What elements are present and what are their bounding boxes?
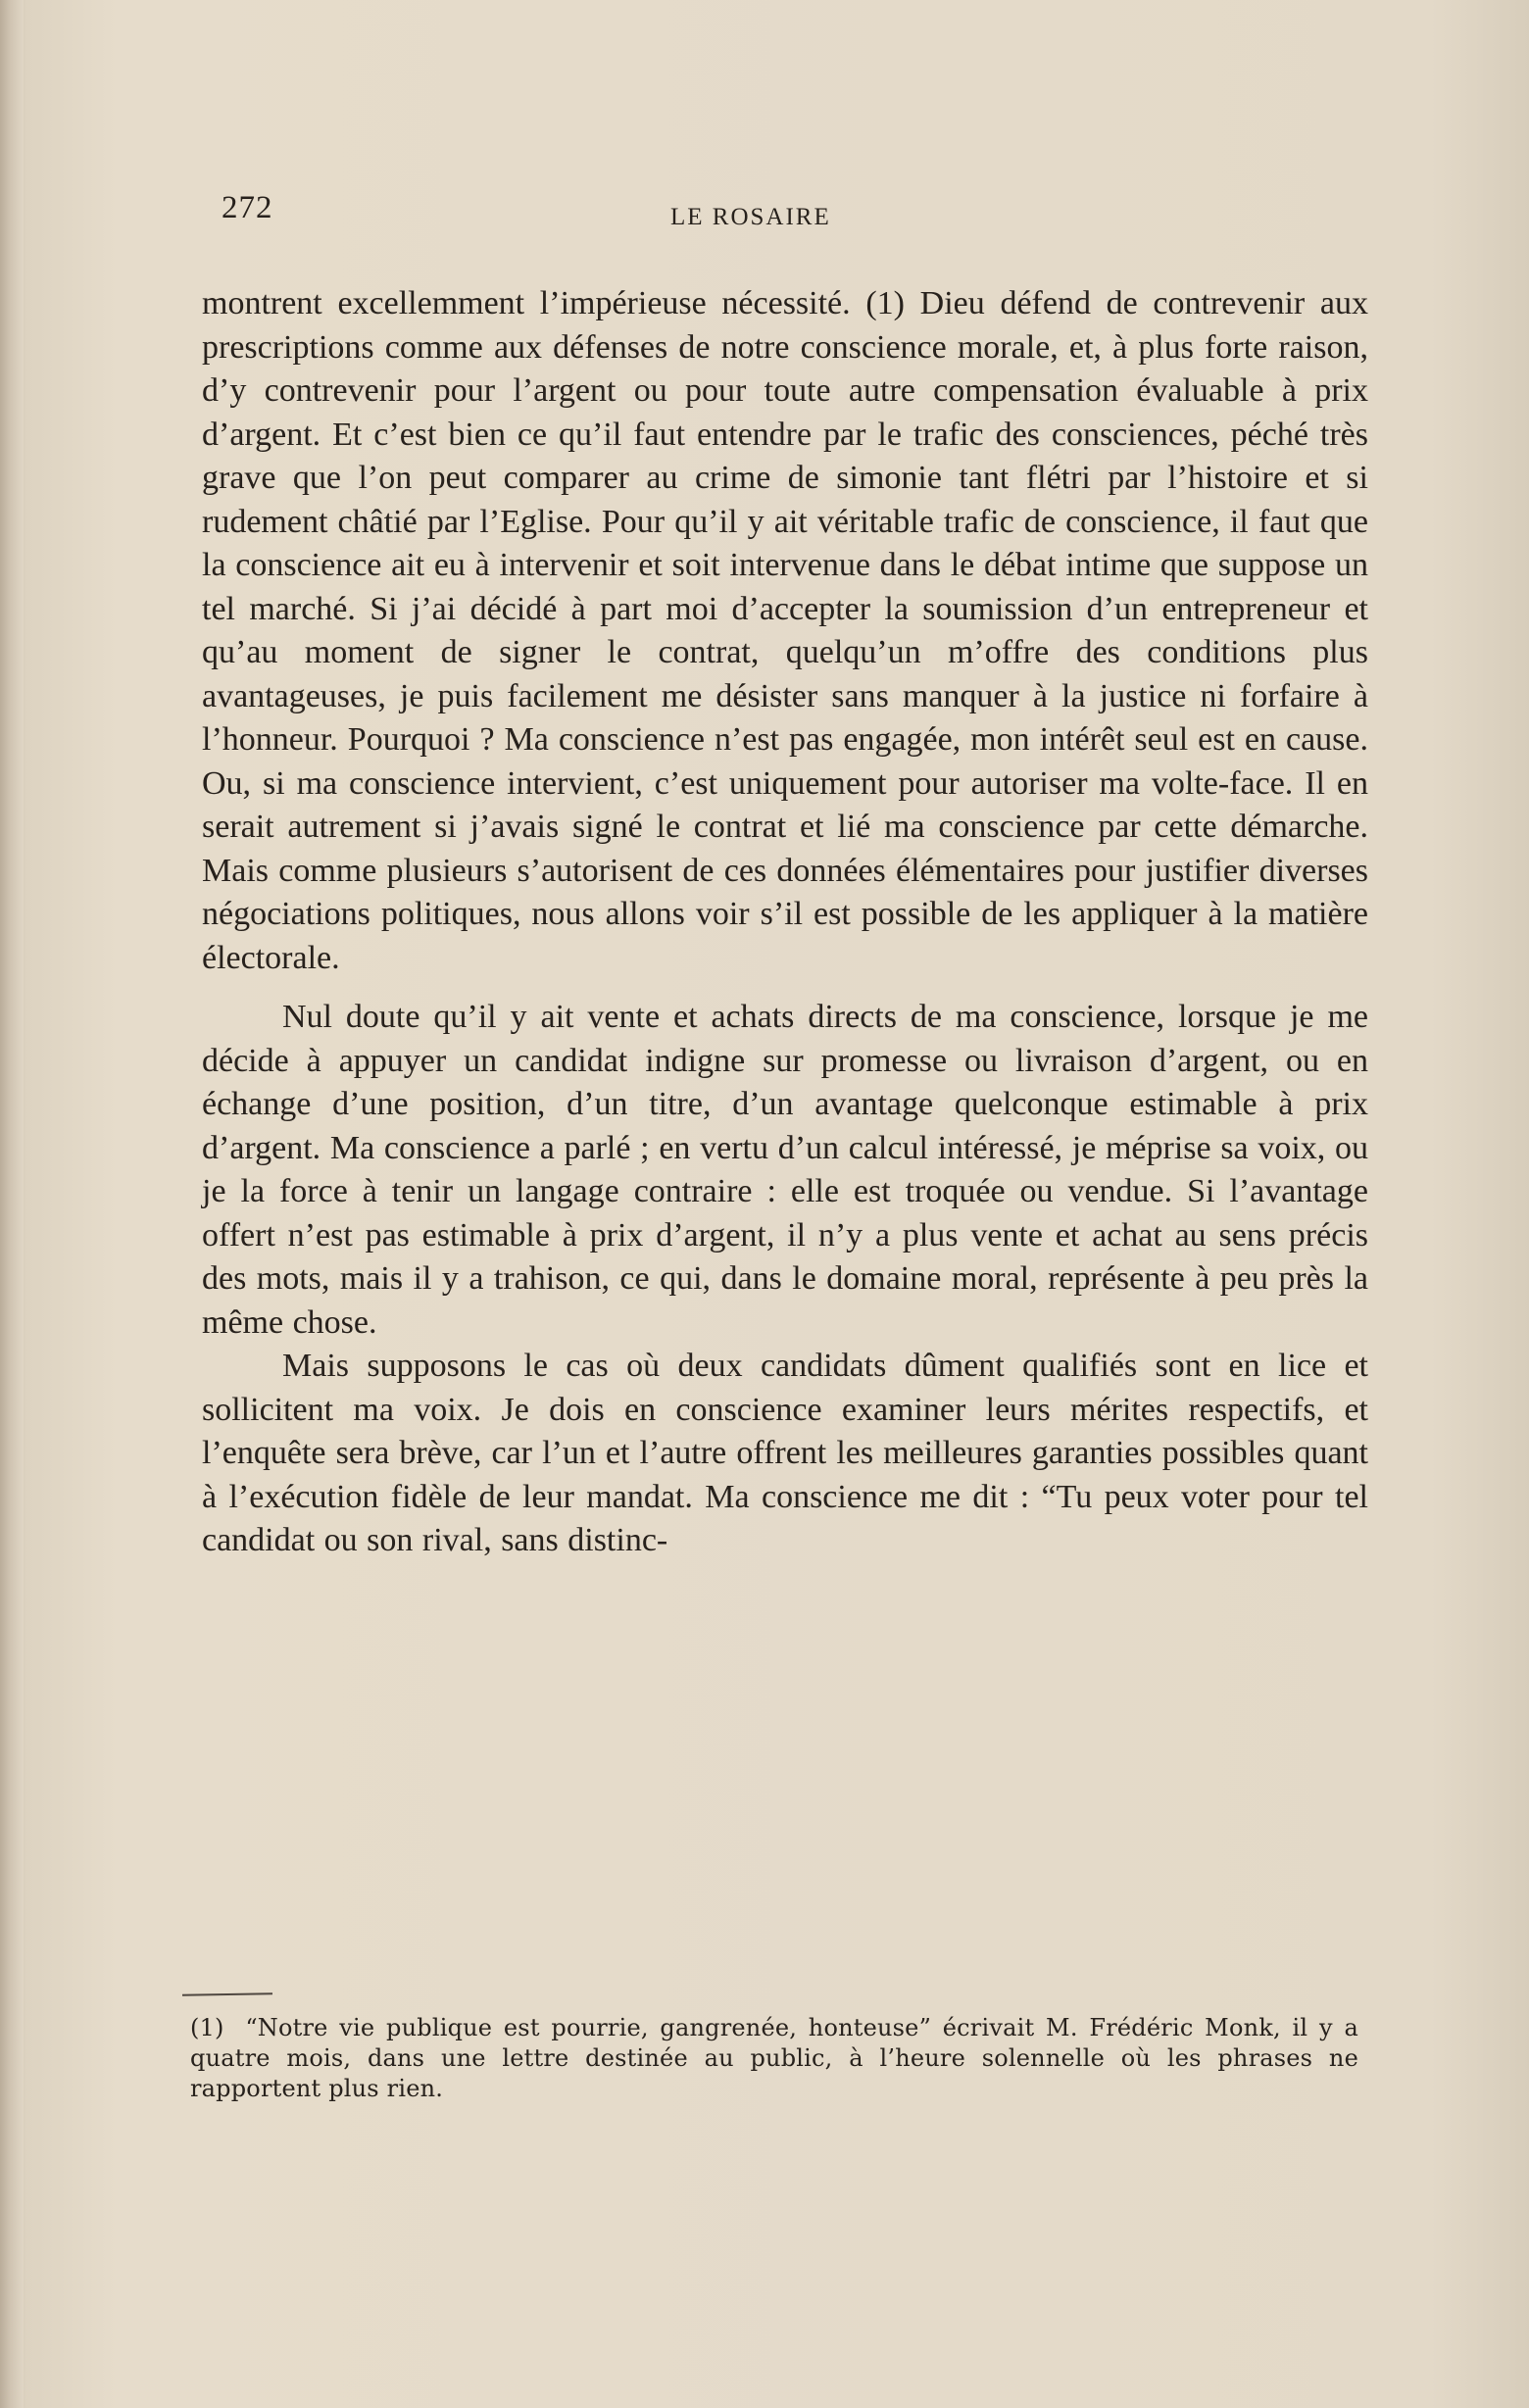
footnote bbox=[190, 2013, 1358, 2104]
main-text-block bbox=[202, 282, 1368, 1563]
running-title: LE ROSAIRE bbox=[670, 204, 831, 230]
book-gutter bbox=[0, 0, 24, 2408]
footnote-mark: (1) bbox=[190, 2014, 224, 2041]
page-header bbox=[222, 190, 1329, 235]
body-paragraph-3: Mais supposons le cas où deux candidats dûment qualifiés sont en lice et sollicitent ma voix. Je dois en conscience examiner leurs mérites respectifs, et l’enquête sera brève, car l’un et l’autre offrent les meilleures garanties possibles quant à l’exécution fidèle de leur mandat. Ma conscience me dit : “Tu peux voter pour tel candidat ou son rival, sans distinc- bbox=[202, 1348, 1368, 1558]
body-paragraph-1: montrent excellemment l’impérieuse nécessité. (1) Dieu défend de contrevenir aux prescriptions comme aux défenses de notre conscience morale, et, à plus forte raison, d’y contrevenir pour l’argent ou pour toute autre compensation évaluable à prix d’argent. Et c’est bien ce qu’il faut entendre par le trafic des consciences, péché très grave que l’on peut comparer au crime de simonie tant flétri par l’histoire et si rudement châtié par l’Eglise. Pour qu’il y ait véritable trafic de conscience, il faut que la conscience ait eu à intervenir et soit intervenue dans le débat intime que suppose un tel marché. Si j’ai décidé à part moi d’accepter la soumission d’un entrepreneur et qu’au moment de signer le contrat, quelqu’un m’offre des conditions plus avantageuses, je puis facilement me désister sans manquer à la justice ni forfaire à l’honneur. Pourquoi ? Ma conscience n’est pas engagée, mon intérêt seul est en cause. Ou, si ma conscience intervient, c’est uniquement pour autoriser ma volte-face. Il en serait autrement si j’avais signé le contrat et lié ma conscience par cette démarche. Mais comme plusieurs s’autorisent de ces données élémentaires pour justifier diverses négociations politiques, nous allons voir s’il est possible de les appliquer à la matière électorale. bbox=[202, 285, 1368, 976]
footnote-text: “Notre vie publique est pourrie, gangrenée, honteuse” écrivait M. Frédéric Monk, il y a quatre mois, dans une lettre destinée au public, à l’heure solennelle où les phrases ne rapportent plus rien. bbox=[190, 2014, 1358, 2102]
footnote-separator bbox=[182, 1992, 272, 1996]
page-number: 272 bbox=[222, 190, 273, 225]
body-paragraph-2: Nul doute qu’il y ait vente et achats directs de ma conscience, lorsque je me décide à appuyer un candidat indigne sur promesse ou livraison d’argent, ou en échange d’une position, d’un titre, d’un avantage quelconque estimable à prix d’argent. Ma conscience a parlé ; en vertu d’un calcul intéressé, je méprise sa voix, ou je la force à tenir un langage contraire : elle est troquée ou vendue. Si l’avantage offert n’est pas estimable à prix d’argent, il n’y a plus vente et achat au sens précis des mots, mais il y a trahison, ce qui, dans le domaine moral, représente à peu près la même chose. bbox=[202, 999, 1368, 1341]
